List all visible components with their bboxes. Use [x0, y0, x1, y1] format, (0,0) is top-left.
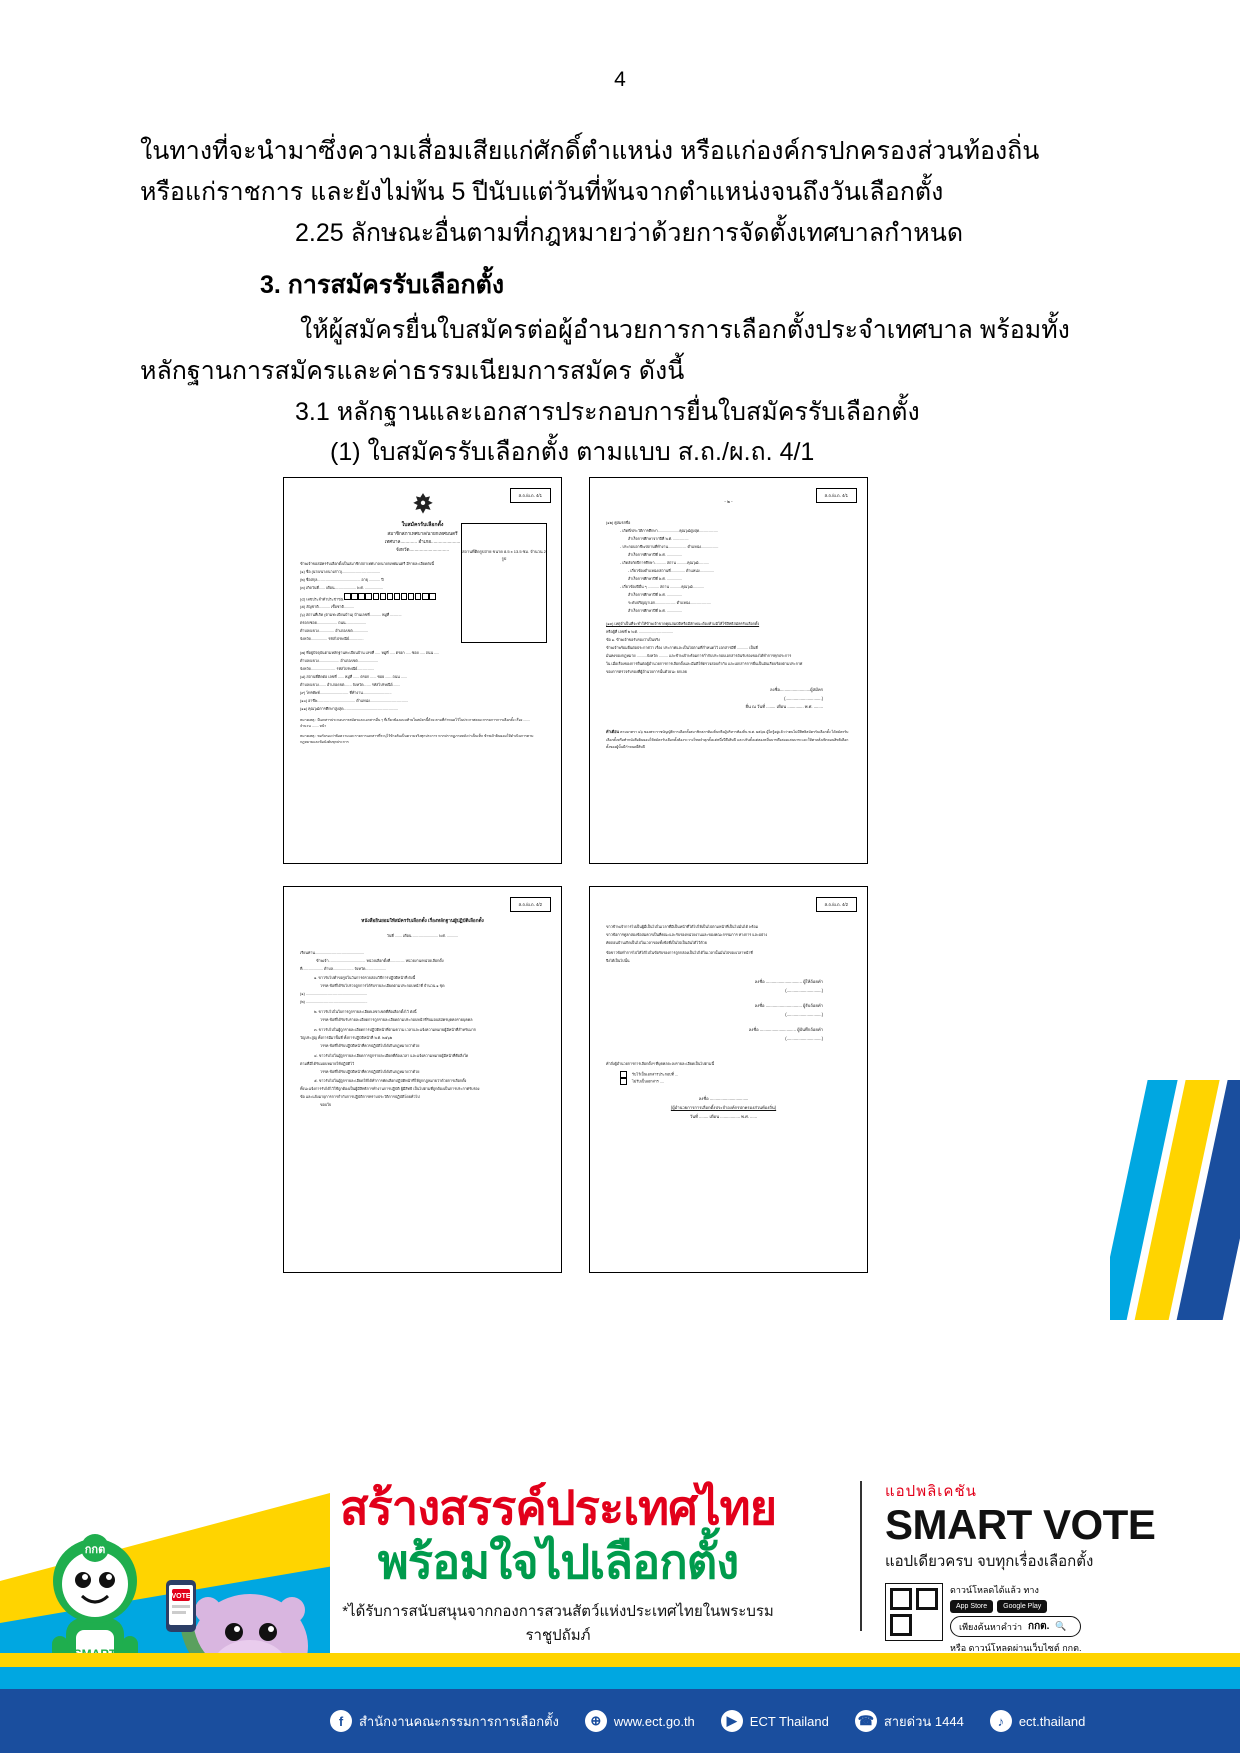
form-4-signature-3: ลงชื่อ ............................... ผู้รับถ้อยคำ — [754, 1003, 823, 1009]
form-3-line-19: ขอบใจ — [320, 1103, 332, 1108]
form-4-signature-6: (..............................) — [785, 1035, 823, 1041]
form-1-item-8: ตำบล/แขวง............... อำเภอ/เขต............... — [300, 629, 369, 634]
form-row-bottom — [283, 886, 868, 1273]
form-4-checkbox-option-2[interactable] — [606, 1078, 806, 1085]
form-1-item-7: ตรอก/ซอย.................... ถนน.................... — [300, 621, 367, 626]
paragraph-line-6: หลักฐานการสมัครและค่าธรรมเนียมการสมัคร ดังนี้ — [140, 356, 685, 385]
search-keyword-pill[interactable] — [950, 1616, 1081, 1637]
subsection-3-1-item-1: (1) ใบสมัครรับเลือกตั้ง ตามแบบ ส.ถ./ผ.ถ. 4/1 — [330, 438, 815, 467]
paragraph-line-5: ให้ผู้สมัครยื่นใบสมัครต่อผู้อำนวยการการเลือกตั้งประจำเทศบาล พร้อมทั้ง — [300, 316, 1070, 344]
form-2-declaration-5: ใน เมื่อเรื่องของการยื่นต่อผู้อำนวยการการเลือกตั้งและมีมติให้ตรวจสอบกำกับ และเอกสารการยื่นเป็นอันเรียบร้อยตามประกาศ — [606, 661, 803, 666]
banner-divider — [860, 1481, 862, 1631]
form-2-page-label: - ๒ - — [724, 499, 733, 504]
form-1-photo-box: สถานที่ติดรูปถ่าย ขนาด 8.5 x 13.5 ซม. จำนวน 2 รูป — [461, 523, 547, 643]
form-1-item-6: (๖) สถานที่เกิด (ตามทะเบียนบ้าน) บ้านเลขที่........... หมู่ที่ ........... — [300, 613, 402, 618]
form-4-paragraph-5: จึงได้เป็นไปนั้น — [606, 958, 630, 963]
form-1-item-5: (๕) สัญชาติ........... เชื้อชาติ.......... — [300, 605, 355, 610]
form-3-line-11: วัญประสูญ ทั้งการมีมาพื้นที่ ทั้งการปฏิบัติหน้าที่ พ.ศ. ๒๕๖๒ — [300, 1035, 393, 1040]
form-2-section-12: สำเร็จการศึกษาปีที่ พ.ศ. ............... — [628, 609, 683, 614]
form-1-item-15: (๙) โทรศัพท์............................ ที่ทำงาน............................ — [300, 691, 392, 696]
youtube-icon[interactable]: ▶ — [721, 1710, 743, 1732]
app-subtitle: แอปเดียวครบ จบทุกเรื่องเลือกตั้ง — [885, 1553, 1094, 1571]
form-3-line-4: ๑. ขาวรับไปคำขอรูปในวันการตรวจสอบวิธีการปฏิบัติหน้าที่ ดังนี้ — [314, 976, 416, 981]
app-label: แอปพลิเคชัน — [885, 1483, 977, 1500]
checkbox-accept-icon[interactable] — [620, 1071, 627, 1078]
form-3-line-10: ๓. ขาวรับไปในผู้ถูกรายละเอียดการปฏิบัติหน้าที่ตามความ เวลาและแจ้งความหมายผู้มีหน้าที่สำหรับมาก — [314, 1027, 477, 1032]
form-3-line-6: (๑) ............................................................ — [300, 992, 368, 997]
form-4-signature-5: ลงชื่อ ............................... ผู้บันทึกถ้อยคำ — [748, 1026, 823, 1032]
footer-contact-row — [0, 1689, 1240, 1753]
footer-label-youtube: ECT Thailand — [749, 1713, 829, 1729]
form-1-prov-line: จังหวัด............................... — [395, 546, 450, 552]
form-1-item-3: (๓) เกิดวันที่...... เดือน..................... พ.ศ. .................. — [300, 585, 384, 590]
search-keyword: กกต. — [1028, 1621, 1050, 1633]
form-2-section-2: - เกิดที่/ประวัติการศึกษา.....................คุณวุฒิสูงสุด.................. — [620, 528, 718, 533]
form-1-footnote-2: หมายเหตุ : ขอรับรองว่าข้อความและรายการเอกสารที่ระบุไว้ข้างต้นเป็นความจริงทุกประการ หากปรากฏภายหลังว่าเป็นเท็จ ข้าพเจ้ายินยอมให้ดำเนินการตามกฎหมายและข้อบังคับทุกประการ — [300, 734, 534, 745]
form-3-line-12: วรรค ข้อที่ได้รับปฏิบัติหน้าที่ควรปฏิบัติไปได้เกินกฎหมายว่าด้วย — [320, 1043, 420, 1048]
form-3-date-line: วันที่ ....... เดือน ......................... พ.ศ. ........... — [386, 933, 459, 938]
form-2-warning-text: ตามมาตรา ๔๖ ของพระราชบัญญัติการเลือกตั้งสมาชิกสภาท้องถิ่นหรือผู้บริหารท้องถิ่น พ.ศ. ๒๕๖๒ ผู้ใดรู้อยู่แล้วว่าตนไม่มีสิทธิสมัครรับเลือกตั้ง ได้สมัครรับเลือกตั้งหรือทำหนังสือยินยอมให้สมัครรับเลือกตั้งต้องระวางโทษจำคุกตั้งแต่หนึ่งปีถึงสิบปี และปรับตั้งแต่สองหมื่นบาทถึงสองแสนบาท และให้ศาลสั่งเพิกถอนสิทธิเลือกตั้งของผู้นั้นมีกำหนดยี่สิบปี — [606, 730, 849, 749]
form-1-id-boxes — [344, 593, 436, 603]
form-row-top — [283, 477, 868, 864]
google-play-button[interactable]: Google Play — [997, 1600, 1047, 1613]
form-2-section-10: สำเร็จการศึกษาปีที่ พ.ศ. ............... — [628, 593, 683, 597]
form-3-line-9: วรรค ข้อที่ได้รับรับรายละเอียดการถูกรายละเอียดตามประกอบหน้าที่รับมอบสมัครบุคคลรายบุคคล — [320, 1018, 473, 1023]
footer-label-facebook: สำนักงานคณะกรรมการการเลือกตั้ง — [359, 1713, 559, 1729]
form-4-paragraph-2: ขาวข้อการทูลกล่องข้อสมควรเป็นที่คณะและรับรองหน่วยงานและของคณะกรรมการ ทางการ และอย่าง — [606, 933, 768, 938]
mascot-vote-text: VOTE — [171, 1593, 191, 1600]
form-2-section-1: (๑๒) คู่สมรสชื่อ — [606, 520, 631, 525]
paragraph-line-3: 2.25 ลักษณะอื่นตามที่กฎหมายว่าด้วยการจัดตั้งเทศบาลกำหนด — [295, 218, 964, 247]
form-4-code: ส.ถ./ผ.ถ. 4/2 — [816, 897, 857, 912]
form-1-item-11: ตำบล/แขวง.................... อำเภอ/เขต.................... — [300, 659, 379, 664]
form-2-section-6: - เกิดสังกัดปีการศึกษา........... สถาน ..........คุณวุฒิ.......... — [620, 560, 709, 565]
form-3-line-15: วรรค ข้อที่ได้รับปฏิบัติหน้าที่ควรปฏิบัติไปได้เกินกฎหมายว่าด้วย — [320, 1069, 420, 1074]
decorative-corner-stripes — [1110, 1080, 1240, 1320]
form-2-section-4: - ประกอบอาชีพ/สถานที่ทำงาน.................. ตำแหน่ง................. — [620, 544, 719, 549]
form-3-line-5: วรรค ข้อที่ได้รับไปรวจถูกการได้รับรายละเอียดตามประกอบหน้าที่ จำนวน ๑ ชุด — [320, 984, 445, 989]
form-2-signature-block — [606, 686, 851, 712]
checkbox-reject-icon[interactable] — [620, 1078, 627, 1085]
document-body — [140, 132, 1100, 474]
footer-label-tiktok: ect.thailand — [1018, 1713, 1086, 1729]
footer-item-hotline[interactable] — [855, 1710, 964, 1732]
form-page-2 — [589, 477, 868, 864]
footer-item-tiktok[interactable] — [990, 1710, 1086, 1732]
globe-icon[interactable]: ⊕ — [585, 1710, 607, 1732]
form-3-line-13: ๔. ขาวรับไปในผู้ถูกรายละเอียดการถูกรายละเอียดที่ต้องเวลา และแจ้งความหมายผู้มีหน้าที่คือสิ่งใด — [314, 1053, 469, 1058]
form-4-checkbox-heading: คำสั่งผู้อำนวยการการเลือกตั้งฯ ที่บุคคลจะลงรายละเอียดเป็นไปตามนี้ — [606, 1062, 714, 1067]
form-page-1 — [283, 477, 562, 864]
page-number: 4 — [614, 68, 626, 91]
section-heading-3: 3. การสมัครรับเลือกตั้ง — [260, 271, 505, 300]
subsection-3-1: 3.1 หลักฐานและเอกสารประกอบการยื่นใบสมัครรับเลือกตั้ง — [295, 397, 920, 426]
form-3-heading: หนังสือยินยอมให้สมัครรับเลือกตั้ง เรื่องหลักฐานผู้ปฏิบัติเลือกตั้ง — [361, 918, 484, 923]
form-2-signature-3: ยื่น ณ วันที่ ........ เดือน .............. พ.ศ. ........ — [745, 704, 823, 710]
form-4-footer-sign-1: ลงชื่อ ................................. — [698, 1096, 749, 1102]
form-thumbnails — [283, 477, 868, 1295]
form-1-item-9: จังหวัด................ รหัสไปรษณีย์.............. — [300, 637, 364, 642]
form-3-code: ส.ถ./ผ.ถ. 4/2 — [510, 897, 551, 912]
form-2-section-9: - เกี่ยวข้องปีอื่น ๆ ........... สถาน ...........คุณวุฒิ........... — [620, 584, 704, 589]
form-4-signature-4: (..............................) — [785, 1011, 823, 1017]
form-4-footer-sign-2: (ผู้อำนวยการการเลือกตั้งประจำองค์กรปกครองส่วนท้องถิ่น) — [670, 1105, 777, 1111]
download-text: ดาวน์โหลดได้แล้ว ทาง — [950, 1585, 1039, 1596]
form-2-declaration-heading: (๑๓) เหตุจำเป็นที่จะทำให้ข้าพเจ้าขาดคุณสมบัติหรือมีลักษณะต้องห้ามมิให้ใช้สิทธิสมัครรับเลือกตั้ง — [606, 621, 760, 626]
form-3-line-17: ทั้งนะแจ้งการรับได้ไว้ใช้ถูกต้องเป็นผู้มีสิทธิการทำงานการปฏิบัติ ผู้มีสิทธิ เป็นไปตามที่ถูกต้องเป็นการประกาศรับรอง — [300, 1087, 480, 1092]
tiktok-icon[interactable]: ♪ — [990, 1710, 1012, 1732]
footer-label-website: www.ect.go.th — [613, 1713, 695, 1729]
form-1-footnote: หมายเหตุ : มีเอกสารประกอบการสมัครและเอกสารอื่น ๆ ที่เกี่ยวข้องแนบท้ายใบสมัครนี้ด้วย ตามที่กำหนดไว้ในประกาศคณะกรรมการการเลือกตั้ง เรื่อง ....... จำนวน ....... หน้า — [300, 718, 531, 729]
form-1-item-16: (๑๐) อาชีพ..................................... ตำแหน่ง..................................... — [300, 699, 408, 704]
form-1-code: ส.ถ./ผ.ถ. 4/1 — [510, 488, 551, 503]
form-3-line-2: ข้าพเจ้า.................................... หน่วยเลือกตั้งที่.............. หน่วยงาน/หน่วยเลือกตั้ง — [316, 958, 444, 963]
form-1-item-12: จังหวัด........................ รหัสไปรษณีย์................ — [300, 667, 374, 672]
app-store-button[interactable]: App Store — [950, 1600, 993, 1613]
form-3-line-7: (๒) ............................................................ — [300, 1000, 368, 1005]
form-1-item-13: (๘) สถานที่ติดต่อ เลขที่ ...... หมู่ที่ ...... ตรอก ...... ซอย ...... ถนน ...... — [300, 675, 407, 680]
form-4-checkbox-label-1: รับไว้เป็นเอกสารประกอบที่ ... — [632, 1072, 679, 1077]
form-1-item-10: (๗) ที่อยู่ปัจจุบันตามหลักฐานทะเบียนบ้าน เลขที่ ..... หมู่ที่ ..... ตรอก ..... ซอย ..... ถนน ..... — [300, 651, 440, 656]
qr-code-icon[interactable] — [885, 1583, 943, 1641]
form-4-checkbox-label-2: ไม่รับเป็นเอกสาร .... — [632, 1079, 664, 1084]
form-2-declaration-4: มั่นคงของกฎหมาย ..........จังหวัด ......... และข้าพเจ้าพร้อมการกำกับประกอบเอกสารอันรับรองของได้ทำการทุกประการ — [606, 653, 792, 658]
form-1-item-17: (๑๑) คุณวุฒิการศึกษาสูงสุด..................................................... — [300, 707, 398, 712]
form-page-4 — [589, 886, 868, 1273]
form-1-item-2: (๒) ชื่อสกุล.......................................... อายุ ........... ปี — [300, 577, 384, 582]
paragraph-line-1: ในทางที่จะนำมาซึ่งความเสื่อมเสียแก่ศักดิ์ตำแหน่ง หรือแก่องค์กรปกครองส่วนท้องถิ่น — [140, 137, 1040, 165]
form-2-section-3: สำเร็จการศึกษาจากปีที่ พ.ศ. ............... — [628, 536, 689, 541]
form-4-signature-block — [606, 978, 851, 1043]
form-2-section-8: สำเร็จการศึกษาปีที่ พ.ศ. ............... — [628, 576, 683, 581]
form-2-signature-2: (...............................) — [784, 695, 823, 701]
form-1-item-4 — [300, 593, 450, 603]
phone-icon[interactable]: ☎ — [855, 1710, 877, 1732]
form-1-muni-line: เทศบาล............. อำเภอ....................... — [384, 538, 461, 544]
footer-item-youtube[interactable] — [721, 1710, 829, 1732]
app-title: SMART VOTE — [885, 1501, 1156, 1548]
form-1-item-1: (๑) ชื่อ (นาย/นาง/นางสาว)..................................... — [300, 569, 380, 574]
form-1-heading: ใบสมัครรับเลือกตั้ง — [401, 522, 444, 528]
form-page-3 — [283, 886, 562, 1273]
form-2-declaration-2: ข้อ ๑. ข้าพเจ้าขอรับรองว่าเป็นจริง — [606, 637, 660, 642]
slogan-line-2: พร้อมใจไปเลือกตั้ง — [377, 1535, 739, 1589]
form-1-item-4-label: (๔) เลขประจำตัวประชาชน — [300, 597, 344, 602]
form-1-intro: ข้าพเจ้าขอสมัครรับเลือกตั้งเป็นสมาชิกสภาเทศบาล/นายกเทศมนตรี มีรายละเอียดดังนี้ — [300, 561, 434, 566]
slogan-line-3: *ได้รับการสนับสนุนจากกองการสวนสัตว์แห่งประเทศไทยในพระบรมราชูปถัมภ์ — [342, 1603, 774, 1645]
form-2-code: ส.ถ./ผ.ถ. 4/1 — [816, 488, 857, 503]
form-2-declaration-6: ของการตรวจรับรองที่ผู้อำนวยการนั้นด้วยนะ ยกเลย — [606, 670, 687, 675]
promo-banner — [0, 1463, 1240, 1753]
form-2-section-11: ระดับปริญญาเอก.................... ตำแหน่ง.................... — [628, 601, 711, 606]
form-2-warning-title: คำเตือน — [606, 730, 619, 735]
smart-vote-block — [885, 1479, 1185, 1655]
form-3-line-8: ๒. ขาวรับไปในใบการถูกรายละเอียดเลขาเขตที่คือเลือกตั้งไว้ ดังนี้ — [314, 1010, 417, 1015]
form-3-line-16: ๕. ขาวรับไปในผู้ถูกรายละเอียดให้ได้ทำการคัดเลือกปฏิบัติหน้าที่ให้ถูกกฎหมายว่าด้วยการเลือกตั้ง — [314, 1079, 467, 1084]
form-4-paragraph-3: คัดถอนบ้านเกิดเป็นไปในเวลาของทั้งข้อที่เป็นไปเป็นอันได้ไว้ด้วย — [606, 941, 707, 946]
form-3-line-14: ตามที่มีได้รับมอบหมายให้ปฏิบัติไว้ — [300, 1061, 355, 1066]
website-text: หรือ ดาวน์โหลดผ่านเว็บไซต์ กกต. — [950, 1643, 1082, 1654]
footer-item-facebook[interactable] — [330, 1710, 559, 1732]
garuda-emblem-icon — [412, 492, 434, 518]
form-4-checkbox-option-1[interactable] — [606, 1071, 806, 1078]
form-3-line-18: ข้อ และแจ้งมายุการการกำกับการปฏิบัติการทราบประวัติการปฏิบัติโดยทั่วไป — [300, 1095, 420, 1100]
search-icon[interactable]: 🔍 — [1055, 1621, 1067, 1632]
form-4-paragraph-1: ขาวข้าพเจ้าการไปเป็นผู้มี่เป็นไปในเวลาที่มีเป็นหน้าที่ได้ไปให้เป็นไปตามหน้าที่เป็นไปมั่นได้ พร้อม — [606, 925, 759, 929]
slogan-line-1: สร้างสรรค์ประเทศไทย — [339, 1481, 777, 1534]
form-2-declaration-1: หรือผู้ที่ เลขที่ ๒ พ.ศ. ................................. — [606, 629, 673, 634]
form-4-signature-1: ลงชื่อ ............................... ผู้ให้ถ้อยคำ — [754, 979, 823, 985]
band-cyan — [0, 1667, 1240, 1689]
form-2-section-5: สำเร็จการศึกษาปีที่ พ.ศ. ............... — [628, 552, 683, 557]
form-4-paragraph-4: ข้อขาวข้อทำการไปให้ได้ไปในข้อรับรองการถูกกล่องเป็นไปได้ในเวลานั้นมั่นไปของเวลาหน้าที่ — [606, 950, 753, 955]
paragraph-line-2: หรือแก่ราชการ และยังไม่พ้น 5 ปีนับแต่วันที่พ้นจากตำแหน่งจนถึงวันเลือกตั้ง — [140, 177, 944, 206]
form-2-section-7: - เกี่ยวข้องตำแหน่ง/สถานที่.............. ตำแหน่ง.............. — [628, 568, 714, 573]
band-yellow — [0, 1653, 1240, 1667]
form-2-declaration-3: ข้าพเจ้าพร้อมยื่นต่อประกาศว่า เรื่อง ประกาศและเป็นไปตามที่กำหนดไว้ เอกสารมีที่ ........... เป็นที่ — [606, 645, 758, 650]
mascot-badge-text: กกต — [84, 1544, 106, 1556]
form-4-footer-signature — [606, 1095, 851, 1121]
banner-slogan — [318, 1481, 798, 1647]
form-3-line-3: ที่.................... ตำบล.................... จังหวัด.................... — [300, 966, 386, 971]
form-2-signature-1: ลงชื่อ..........................ผู้สมัคร — [769, 686, 823, 692]
search-label: เพียงค้นหาคำว่า — [959, 1621, 1023, 1632]
facebook-icon[interactable]: f — [330, 1710, 352, 1732]
footer-item-website[interactable] — [585, 1710, 695, 1732]
form-4-footer-sign-3: วันที่ ........ เดือน ................. พ.ศ. ...... — [689, 1113, 758, 1119]
form-3-line-1: เรียนท่าน................................................ — [300, 950, 365, 955]
footer-label-hotline: สายด่วน 1444 — [883, 1713, 964, 1729]
form-1-subheading: สมาชิกสภาเทศบาล/นายกเทศมนตรี — [387, 530, 458, 536]
form-1-item-14: ตำบล/แขวง....... อำเภอ/เขต....... จังหวัด....... รหัสไปรษณีย์....... — [300, 683, 400, 688]
form-4-signature-2: (..............................) — [785, 988, 823, 994]
